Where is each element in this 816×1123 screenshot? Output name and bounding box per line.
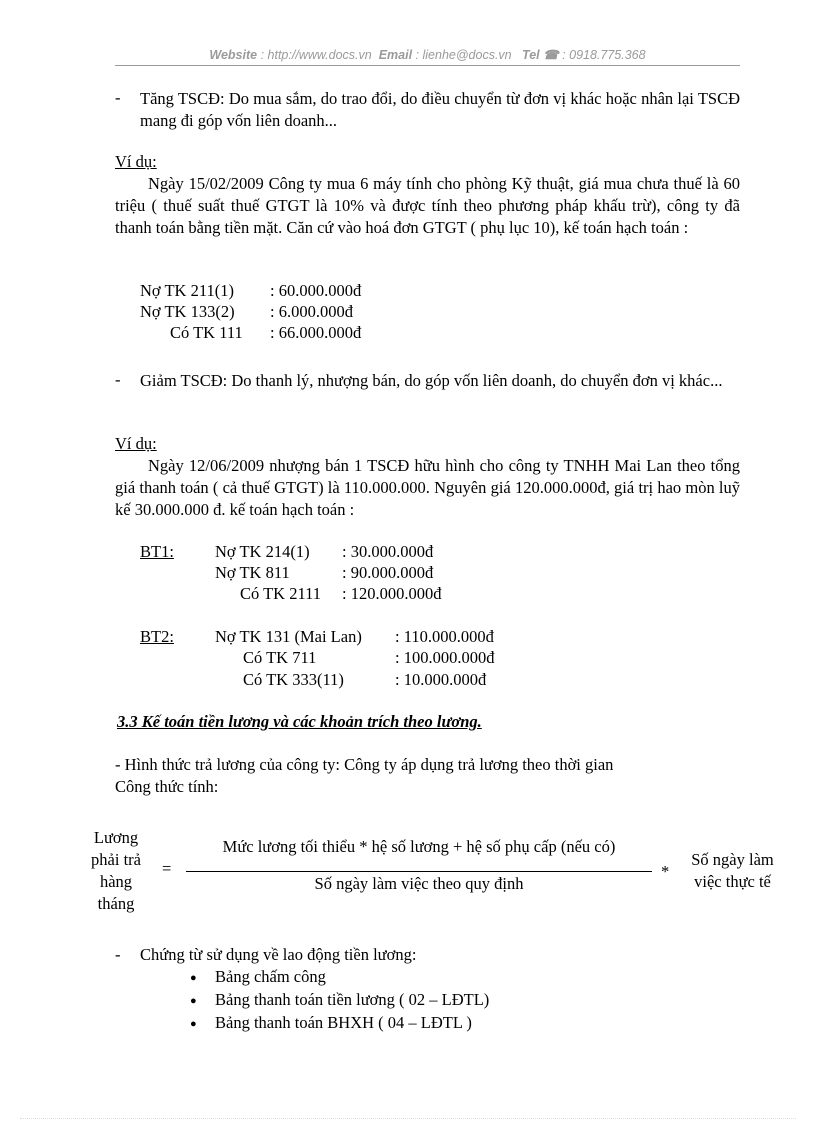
- header-divider: [115, 65, 740, 66]
- example2-label: Ví dụ:: [115, 434, 157, 453]
- section1-text: Tăng TSCĐ: Do mua sắm, do trao đổi, do điều chuyển từ đơn vị khác hoặc nhân lại TSCĐ mang đi góp vốn liên doanh...: [140, 89, 740, 130]
- formula-lhs-line: hàng: [99, 872, 133, 891]
- example1-entry-amount: : 66.000.000đ: [270, 323, 362, 342]
- bt2-entry-account: Có TK 711: [243, 648, 317, 667]
- page-bottom-divider: [20, 1118, 796, 1119]
- section2-dash: -: [115, 370, 121, 389]
- bt1-entry-amount: : 90.000.000đ: [342, 563, 434, 582]
- documents-dash: -: [115, 945, 121, 964]
- page-header: [115, 47, 740, 62]
- example1-entry-account: Nợ TK 133(2): [140, 302, 235, 321]
- example1-entry-amount: : 6.000.000đ: [270, 302, 353, 321]
- example2-text: Ngày 12/06/2009 nhượng bán 1 TSCĐ hữu hình cho công ty TNHH Mai Lan theo tổng giá thanh toán ( cả thuế GTGT) là 110.000.000. Nguyên giá 120.000.000đ, giá trị hao mòn luỹ kế 30.000.000 đ. kế toán hạch toán :: [115, 456, 740, 519]
- tel-label: Tel ☎: [522, 48, 559, 62]
- section2-text: Giảm TSCĐ: Do thanh lý, nhượng bán, do góp vốn liên doanh, do chuyển đơn vị khác...: [140, 371, 723, 390]
- formula-numerator: Mức lương tối thiểu * hệ số lương + hệ số phụ cấp (nếu có): [222, 837, 616, 856]
- email-label: Email: [378, 48, 413, 62]
- document-item: Bảng thanh toán BHXH ( 04 – LĐTL ): [215, 1013, 472, 1032]
- bt1-label: BT1:: [140, 542, 174, 561]
- formula-lhs-line: Lương: [93, 828, 139, 847]
- documents-intro: Chứng từ sử dụng về lao động tiền lương:: [140, 945, 417, 964]
- example1-entry-account: Có TK 111: [170, 323, 243, 342]
- formula-lhs-line: phải trả: [91, 850, 141, 869]
- formula-times: *: [661, 862, 670, 881]
- bt2-entry-amount: : 110.000.000đ: [395, 627, 494, 646]
- email-value: : lienhe@docs.vn: [415, 48, 512, 62]
- salary-method-line: - Hình thức trả lương của công ty: Công ty áp dụng trả lương theo thời gian: [115, 755, 614, 774]
- formula-equals: =: [162, 859, 172, 878]
- website-label: Website: [209, 48, 258, 62]
- bt1-entry-amount: : 30.000.000đ: [342, 542, 434, 561]
- example1-label: Ví dụ:: [115, 152, 157, 171]
- formula-rhs: [680, 849, 785, 893]
- document-item: Bảng chấm công: [215, 967, 326, 986]
- fraction-bar: [186, 871, 652, 872]
- bullet-dot-icon: ●: [190, 995, 197, 1007]
- formula-intro: Công thức tính:: [115, 777, 219, 796]
- section-3-3-title: 3.3 Kế toán tiền lương và các khoản trích theo lương.: [117, 712, 482, 731]
- bt2-label: BT2:: [140, 627, 174, 646]
- formula-lhs: [80, 827, 152, 915]
- bt1-entry-amount: : 120.000.000đ: [342, 584, 442, 603]
- section1-dash: -: [115, 88, 121, 107]
- document-item: Bảng thanh toán tiền lương ( 02 – LĐTL): [215, 990, 490, 1009]
- tel-value: : 0918.775.368: [562, 48, 646, 62]
- bt2-entry-account: Có TK 333(11): [243, 670, 344, 689]
- bt2-entry-account: Nợ TK 131 (Mai Lan): [215, 627, 362, 646]
- bt2-entry-amount: : 100.000.000đ: [395, 648, 495, 667]
- example1-entry-account: Nợ TK 211(1): [140, 281, 234, 300]
- example1-entry-amount: : 60.000.000đ: [270, 281, 362, 300]
- formula-rhs-line: việc thực tế: [694, 872, 771, 891]
- bt1-entry-account: Nợ TK 811: [215, 563, 290, 582]
- website-value: : http://www.docs.vn: [260, 48, 372, 62]
- formula-denominator: Số ngày làm việc theo quy định: [314, 874, 524, 893]
- formula-lhs-line: tháng: [97, 894, 135, 913]
- bt2-entry-amount: : 10.000.000đ: [395, 670, 487, 689]
- bt1-entry-account: Nợ TK 214(1): [215, 542, 310, 561]
- bullet-dot-icon: ●: [190, 1018, 197, 1030]
- bt1-entry-account: Có TK 2111: [240, 584, 321, 603]
- bullet-dot-icon: ●: [190, 972, 197, 984]
- example1-text: Ngày 15/02/2009 Công ty mua 6 máy tính cho phòng Kỹ thuật, giá mua chưa thuế là 60 triệu ( thuế suất thuế GTGT là 10% và được tính theo phương pháp khấu trừ), công ty đã thanh toán bằng tiền mặt. Căn cứ vào hoá đơn GTGT ( phụ lục 10), kế toán hạch toán :: [115, 174, 740, 237]
- formula-rhs-line: Số ngày làm: [691, 850, 774, 869]
